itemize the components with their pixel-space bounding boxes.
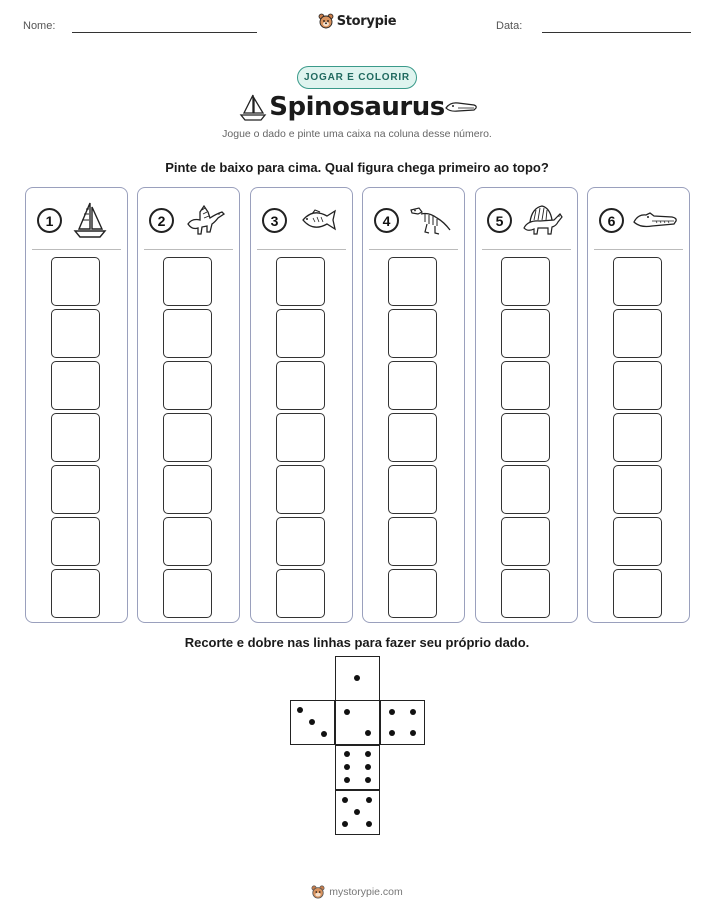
dice-pip [354,675,360,681]
coloring-box[interactable] [276,413,325,462]
column-6 [587,187,690,623]
coloring-box[interactable] [501,361,550,410]
footer-url: mystorypie.com [329,886,403,898]
dice-pip [344,764,350,770]
column-number: 5 [487,208,512,233]
dice-pip [342,821,348,827]
bear-logo-icon [318,13,334,29]
coloring-box[interactable] [613,361,662,410]
coloring-box[interactable] [163,465,212,514]
dice-pip [410,709,416,715]
coloring-box[interactable] [501,257,550,306]
coloring-box[interactable] [163,517,212,566]
coloring-box[interactable] [501,309,550,358]
dice-pip [342,797,348,803]
coloring-box[interactable] [163,257,212,306]
dice-face-2 [335,700,380,745]
brand-logo [0,13,714,29]
coloring-box[interactable] [51,257,100,306]
dice-pip [344,777,350,783]
coloring-box[interactable] [51,413,100,462]
coloring-box[interactable] [388,361,437,410]
dice-pip [365,777,371,783]
dice-pip [389,709,395,715]
column-divider [144,249,233,250]
coloring-box[interactable] [613,569,662,618]
dice-pip [366,821,372,827]
dice-face-3 [290,700,335,745]
column-4 [362,187,465,623]
column-1 [25,187,128,623]
name-label: Nome: [23,20,56,32]
date-line [542,32,691,33]
sailboat-icon [70,200,110,240]
column-2 [137,187,240,623]
date-label: Data: [496,20,523,32]
coloring-box[interactable] [51,517,100,566]
coloring-box[interactable] [51,309,100,358]
coloring-box[interactable] [276,465,325,514]
coloring-box[interactable] [276,569,325,618]
crocodile-title-icon [444,98,478,116]
dice-face-4 [380,700,425,745]
coloring-box[interactable] [613,309,662,358]
dinosaur-skeleton-icon [407,200,453,240]
coloring-box[interactable] [163,413,212,462]
column-divider [257,249,346,250]
coloring-box[interactable] [51,569,100,618]
dice-pip [365,764,371,770]
dice-face-5 [335,790,380,835]
dice-pip [309,719,315,725]
instruction: Pinte de baixo para cima. Qual figura chega primeiro ao topo? [165,160,549,175]
coloring-box[interactable] [276,257,325,306]
dice-pip [389,730,395,736]
column-5 [475,187,578,623]
subtitle: Jogue o dado e pinte uma caixa na coluna desse número. [222,128,492,140]
cut-instruction: Recorte e dobre nas linhas para fazer seu próprio dado. [184,635,530,650]
column-number: 4 [374,208,399,233]
coloring-box[interactable] [388,465,437,514]
dice-pip [297,707,303,713]
coloring-box[interactable] [388,257,437,306]
coloring-box[interactable] [51,361,100,410]
coloring-box[interactable] [276,517,325,566]
dice-pip [410,730,416,736]
name-line [72,32,257,33]
fish-icon [295,200,339,240]
dice-pip [365,730,371,736]
dice-face-6 [335,745,380,790]
dice-pip [354,809,360,815]
coloring-box[interactable] [163,309,212,358]
brand-name: Storypie [336,13,397,29]
coloring-box[interactable] [613,413,662,462]
column-number: 1 [37,208,62,233]
dice-face-1 [335,656,380,701]
coloring-box[interactable] [501,465,550,514]
column-divider [482,249,571,250]
page-title: Spinosaurus [269,92,445,122]
column-3 [250,187,353,623]
column-number: 6 [599,208,624,233]
coloring-box[interactable] [388,309,437,358]
crocodile-head-icon [632,200,678,240]
dice-pip [366,797,372,803]
dice-pip [344,709,350,715]
coloring-box[interactable] [388,413,437,462]
column-number: 2 [149,208,174,233]
column-divider [369,249,458,250]
footer [0,885,714,899]
dice-pip [365,751,371,757]
coloring-box[interactable] [501,569,550,618]
spinosaurus-icon [182,200,226,240]
coloring-box[interactable] [388,569,437,618]
column-divider [594,249,683,250]
bear-logo-icon [311,885,325,899]
coloring-box[interactable] [276,361,325,410]
coloring-box[interactable] [163,569,212,618]
dice-pip [344,751,350,757]
coloring-box[interactable] [163,361,212,410]
column-divider [32,249,121,250]
coloring-box[interactable] [388,517,437,566]
column-number: 3 [262,208,287,233]
coloring-box[interactable] [501,413,550,462]
dice-pip [321,731,327,737]
coloring-box[interactable] [613,257,662,306]
coloring-box[interactable] [276,309,325,358]
coloring-box[interactable] [613,465,662,514]
coloring-box[interactable] [501,517,550,566]
coloring-box[interactable] [51,465,100,514]
dimetrodon-icon [520,200,564,240]
activity-badge: JOGAR E COLORIR [297,66,417,89]
coloring-box[interactable] [613,517,662,566]
